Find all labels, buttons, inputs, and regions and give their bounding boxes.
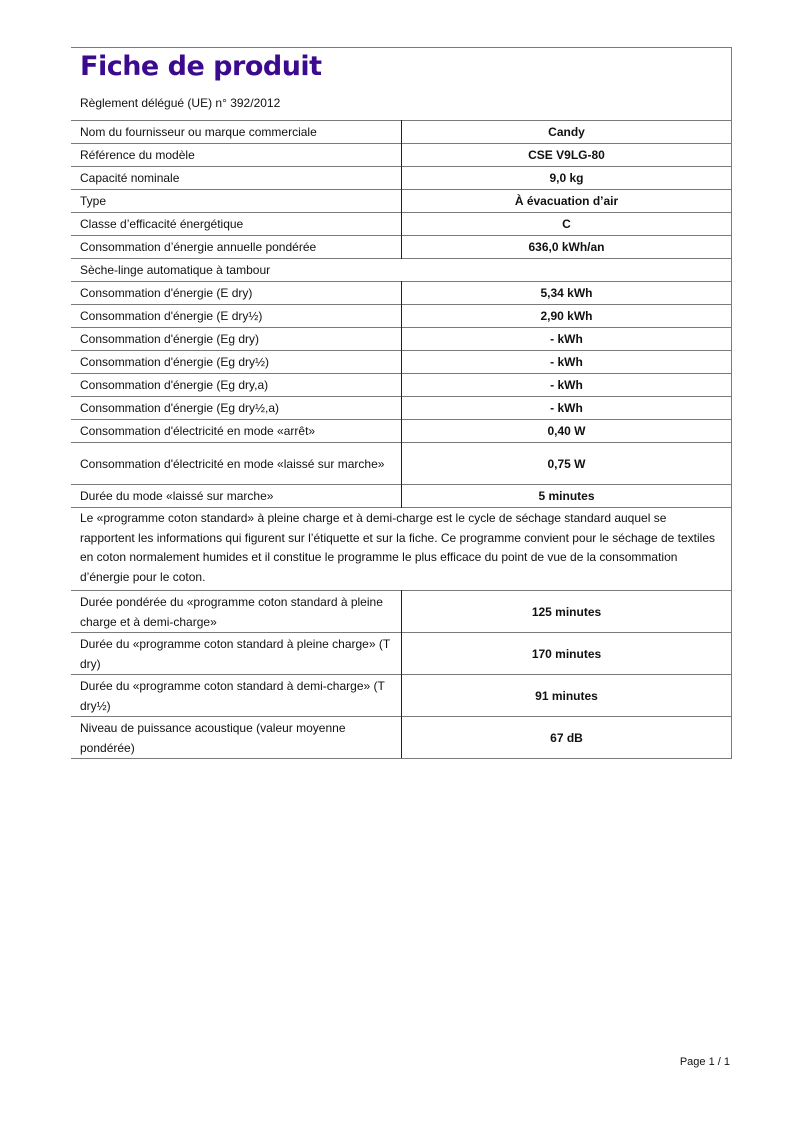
table-row [71, 144, 732, 167]
row-value: À évacuation d’air [402, 190, 732, 213]
paragraph-row [71, 508, 732, 591]
table-row [71, 328, 732, 351]
table-row [71, 675, 732, 717]
table-row [71, 351, 732, 374]
section-row [71, 259, 732, 282]
row-label: Type [71, 190, 402, 213]
row-value: 5,34 kWh [402, 282, 732, 305]
regulation-reference: Règlement délégué (UE) n° 392/2012 [80, 96, 281, 110]
row-label: Niveau de puissance acoustique (valeur moyenne pondérée) [71, 717, 402, 759]
row-label: Consommation d'énergie (Eg dry½) [71, 351, 402, 374]
standard-programme-note: Le «programme coton standard» à pleine charge et à demi-charge est le cycle de séchage standard auquel se rapportent les informations qui figurent sur l’étiquette et sur la fiche. Ce programme convient pour le séchage de textiles en coton normalement humides et il constitue le programme le plus efficace du point de vue de la consommation d’énergie pour le coton. [71, 508, 732, 591]
table-row [71, 282, 732, 305]
table-row [71, 236, 732, 259]
row-label: Consommation d'électricité en mode «laissé sur marche» [71, 443, 402, 485]
table-row [71, 591, 732, 633]
sheet-header [71, 47, 732, 120]
row-label: Durée du mode «laissé sur marche» [71, 485, 402, 508]
row-value: 5 minutes [402, 485, 732, 508]
row-label: Consommation d'énergie (E dry½) [71, 305, 402, 328]
table-row [71, 305, 732, 328]
row-value: Candy [402, 121, 732, 144]
row-value: C [402, 213, 732, 236]
row-value: 2,90 kWh [402, 305, 732, 328]
row-label: Consommation d'énergie (Eg dry½,a) [71, 397, 402, 420]
row-label: Durée du «programme coton standard à pleine charge» (T dry) [71, 633, 402, 675]
table-row [71, 167, 732, 190]
row-value: - kWh [402, 397, 732, 420]
page-number: Page 1 / 1 [679, 1056, 730, 1068]
row-value: 67 dB [402, 717, 732, 759]
row-label: Consommation d'énergie (Eg dry,a) [71, 374, 402, 397]
product-sheet [71, 47, 732, 759]
table-row [71, 190, 732, 213]
row-value: 0,75 W [402, 443, 732, 485]
row-label: Référence du modèle [71, 144, 402, 167]
table-row [71, 420, 732, 443]
table-row [71, 374, 732, 397]
row-value: 0,40 W [402, 420, 732, 443]
page-title: Fiche de produit [80, 51, 322, 82]
row-value: 170 minutes [402, 633, 732, 675]
row-label: Durée pondérée du «programme coton standard à pleine charge et à demi-charge» [71, 591, 402, 633]
row-value: - kWh [402, 374, 732, 397]
row-value: 125 minutes [402, 591, 732, 633]
row-value: - kWh [402, 328, 732, 351]
row-value: 91 minutes [402, 675, 732, 717]
table-row [71, 443, 732, 485]
row-label: Classe d’efficacité énergétique [71, 213, 402, 236]
row-label: Nom du fournisseur ou marque commerciale [71, 121, 402, 144]
table-row [71, 717, 732, 759]
row-value: CSE V9LG-80 [402, 144, 732, 167]
row-label: Durée du «programme coton standard à demi-charge» (T dry½) [71, 675, 402, 717]
row-label: Consommation d'énergie (E dry) [71, 282, 402, 305]
table-row [71, 633, 732, 675]
row-value: 636,0 kWh/an [402, 236, 732, 259]
table-row [71, 121, 732, 144]
row-value: 9,0 kg [402, 167, 732, 190]
section-label: Sèche-linge automatique à tambour [71, 259, 732, 282]
row-label: Consommation d'énergie (Eg dry) [71, 328, 402, 351]
specifications-table [71, 120, 732, 759]
row-label: Capacité nominale [71, 167, 402, 190]
table-row [71, 397, 732, 420]
row-label: Consommation d’énergie annuelle pondérée [71, 236, 402, 259]
table-row [71, 485, 732, 508]
table-row [71, 213, 732, 236]
row-value: - kWh [402, 351, 732, 374]
row-label: Consommation d'électricité en mode «arrêt» [71, 420, 402, 443]
